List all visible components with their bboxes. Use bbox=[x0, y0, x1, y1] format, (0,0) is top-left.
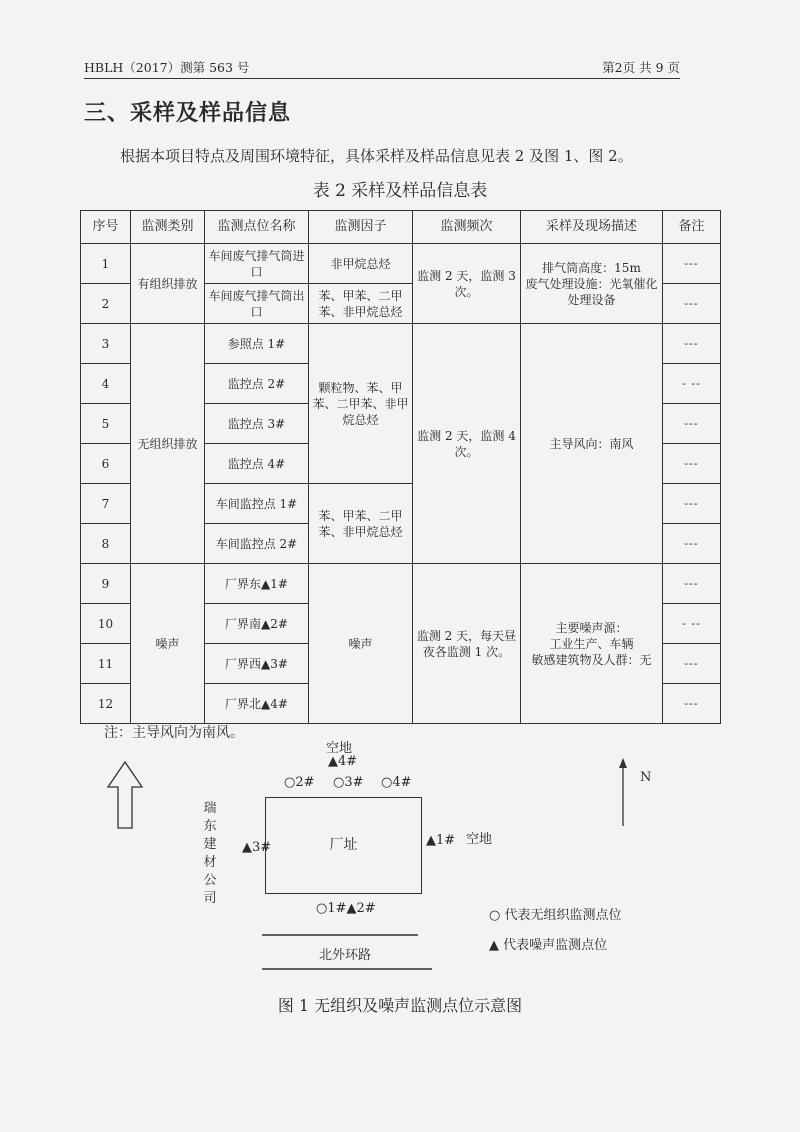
description-line: 排气筒高度：15m bbox=[542, 260, 641, 275]
cell-serial: 12 bbox=[81, 684, 131, 724]
north-arrowhead-icon bbox=[619, 758, 627, 768]
company-char: 司 bbox=[203, 891, 217, 906]
legend-triangle: ▲ 代表噪声监测点位 bbox=[489, 938, 608, 953]
cell-point: 参照点 1# bbox=[205, 324, 309, 364]
cell-remark: --- bbox=[663, 644, 721, 684]
cell-point: 车间废气排气筒进口 bbox=[205, 244, 309, 284]
cell-remark: --- bbox=[663, 284, 721, 324]
factory-box bbox=[265, 797, 422, 894]
unorganized-point-3: ○3# bbox=[333, 775, 364, 790]
cell-serial: 1 bbox=[81, 244, 131, 284]
noise-point-north: ▲4# bbox=[328, 754, 358, 769]
cell-remark: --- bbox=[663, 244, 721, 284]
cell-point: 车间监控点 2# bbox=[205, 524, 309, 564]
cell-factor: 噪声 bbox=[309, 564, 413, 724]
wind-arrow-icon bbox=[108, 762, 142, 828]
factory-label: 厂址 bbox=[329, 837, 358, 853]
legend-circle: ○ 代表无组织监测点位 bbox=[489, 908, 622, 923]
description-line: 工业生产、车辆 bbox=[549, 636, 634, 651]
north-empty-land-label: 空地 bbox=[326, 741, 353, 756]
header-category: 监测类别 bbox=[131, 211, 205, 244]
cell-point: 监控点 4# bbox=[205, 444, 309, 484]
cell-frequency: 监测 2 天，监测 4 次。 bbox=[413, 324, 521, 564]
cell-serial: 10 bbox=[81, 604, 131, 644]
cell-factor: 苯、甲苯、二甲苯、非甲烷总烃 bbox=[309, 284, 413, 324]
noise-point-east: ▲1# bbox=[426, 833, 456, 848]
description-line: 废气处理设施：光氧催化处理设备 bbox=[525, 276, 658, 307]
cell-remark: --- bbox=[663, 484, 721, 524]
intro-paragraph: 根据本项目特点及周围环境特征，具体采样及样品信息见表 2 及图 1、图 2。 bbox=[120, 147, 633, 165]
cell-serial: 8 bbox=[81, 524, 131, 564]
cell-point: 厂界南▲2# bbox=[205, 604, 309, 644]
header-description: 采样及现场描述 bbox=[521, 211, 663, 244]
document-code: HBLH（2017）测第 563 号 bbox=[84, 60, 250, 75]
cell-serial: 3 bbox=[81, 324, 131, 364]
cell-factor: 颗粒物、苯、甲苯、二甲苯、非甲烷总烃 bbox=[309, 324, 413, 484]
company-char: 材 bbox=[203, 855, 217, 870]
cell-description: 主导风向：南风 bbox=[521, 324, 663, 564]
header-serial: 序号 bbox=[81, 211, 131, 244]
unorganized-point-4: ○4# bbox=[381, 775, 412, 790]
cell-point: 厂界西▲3# bbox=[205, 644, 309, 684]
west-company-label bbox=[203, 800, 217, 908]
table-note: 注：主导风向为南风。 bbox=[104, 725, 244, 741]
cell-remark: --- bbox=[663, 564, 721, 604]
unorganized-point-2: ○2# bbox=[284, 775, 315, 790]
header-remark: 备注 bbox=[663, 211, 721, 244]
cell-remark: - -- bbox=[663, 364, 721, 404]
east-empty-land-label: 空地 bbox=[466, 832, 493, 847]
cell-point: 监控点 3# bbox=[205, 404, 309, 444]
cell-point: 车间监控点 1# bbox=[205, 484, 309, 524]
north-label: N bbox=[640, 770, 652, 785]
section-title: 三、采样及样品信息 bbox=[84, 101, 292, 126]
cell-category: 噪声 bbox=[131, 564, 205, 724]
cell-serial: 6 bbox=[81, 444, 131, 484]
cell-factor: 非甲烷总烃 bbox=[309, 244, 413, 284]
cell-serial: 2 bbox=[81, 284, 131, 324]
south-points: ○1#▲2# bbox=[316, 901, 376, 916]
cell-category: 有组织排放 bbox=[131, 244, 205, 324]
header-factor: 监测因子 bbox=[309, 211, 413, 244]
company-char: 公 bbox=[203, 873, 217, 888]
cell-category: 无组织排放 bbox=[131, 324, 205, 564]
cell-remark: --- bbox=[663, 444, 721, 484]
cell-serial: 9 bbox=[81, 564, 131, 604]
cell-serial: 4 bbox=[81, 364, 131, 404]
cell-remark: --- bbox=[663, 404, 721, 444]
description-line: 主要噪声源： bbox=[555, 620, 628, 635]
cell-point: 厂界东▲1# bbox=[205, 564, 309, 604]
cell-point: 厂界北▲4# bbox=[205, 684, 309, 724]
company-char: 东 bbox=[203, 819, 217, 834]
cell-serial: 5 bbox=[81, 404, 131, 444]
page-number: 第2页 共 9 页 bbox=[602, 60, 680, 75]
description-line: 敏感建筑物及人群：无 bbox=[531, 652, 652, 667]
table-title: 表 2 采样及样品信息表 bbox=[312, 181, 488, 201]
cell-frequency: 监测 2 天，监测 3 次。 bbox=[413, 244, 521, 324]
company-char: 瑞 bbox=[203, 801, 217, 816]
cell-remark: --- bbox=[663, 524, 721, 564]
cell-factor: 苯、甲苯、二甲苯、非甲烷总烃 bbox=[309, 484, 413, 564]
cell-frequency: 监测 2 天，每天昼夜各监测 1 次。 bbox=[413, 564, 521, 724]
figure-title: 图 1 无组织及噪声监测点位示意图 bbox=[277, 996, 523, 1015]
header-point: 监测点位名称 bbox=[205, 211, 309, 244]
cell-remark: - -- bbox=[663, 604, 721, 644]
cell-serial: 11 bbox=[81, 644, 131, 684]
company-char: 建 bbox=[203, 837, 217, 852]
header-frequency: 监测频次 bbox=[413, 211, 521, 244]
road-label: 北外环路 bbox=[318, 948, 371, 963]
cell-serial: 7 bbox=[81, 484, 131, 524]
noise-point-west: ▲3# bbox=[242, 840, 272, 855]
cell-remark: --- bbox=[663, 324, 721, 364]
cell-remark: --- bbox=[663, 684, 721, 724]
cell-point: 监控点 2# bbox=[205, 364, 309, 404]
cell-point: 车间废气排气筒出口 bbox=[205, 284, 309, 324]
